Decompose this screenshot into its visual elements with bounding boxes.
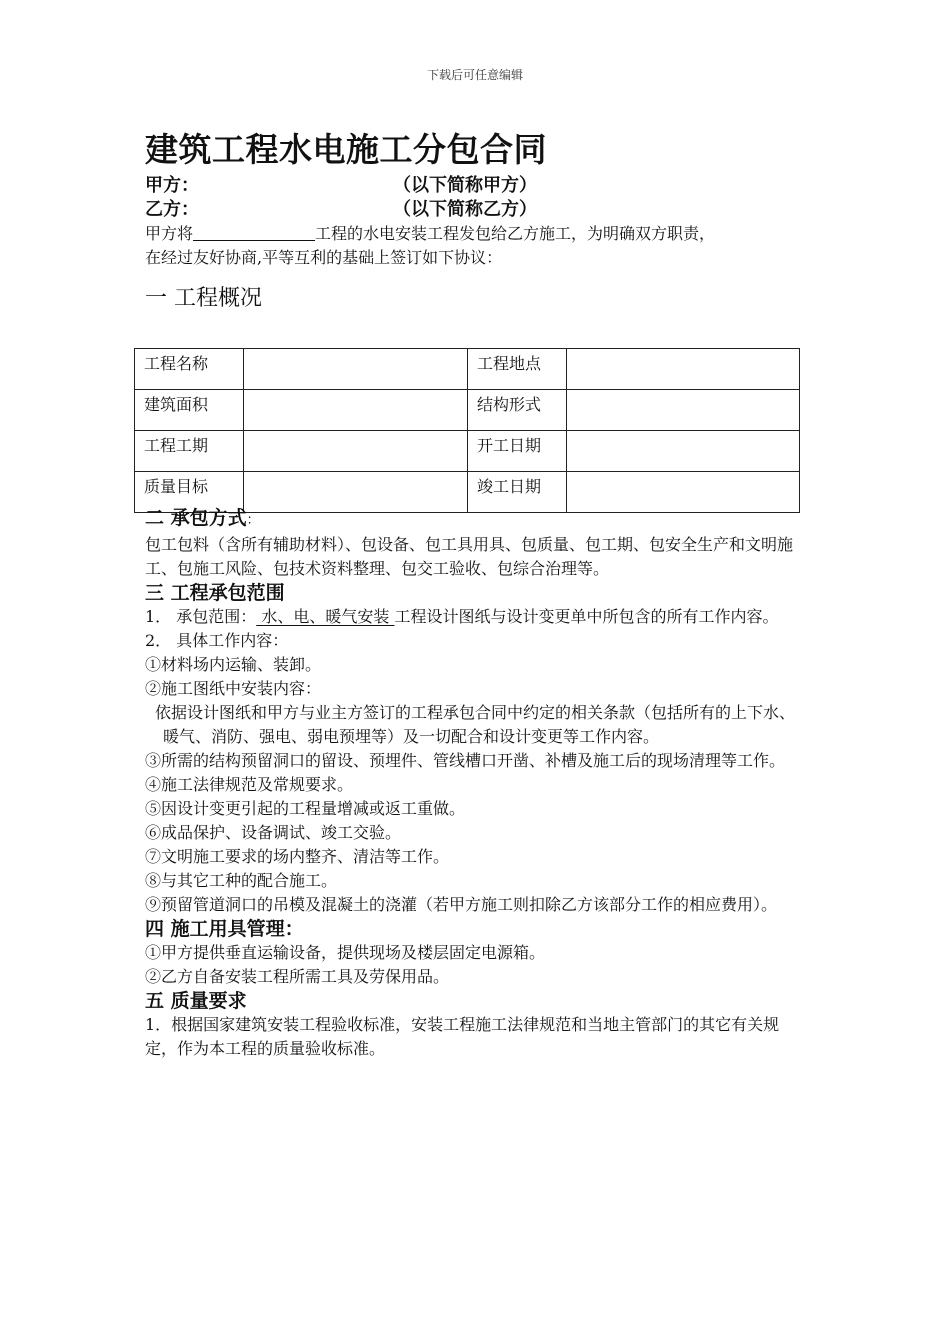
party-a-line (145, 174, 807, 198)
sections-body (145, 506, 807, 1061)
project-info-table (134, 348, 800, 513)
section3-sub5: ⑤因设计变更引起的工程量增减或返工重做。 (145, 799, 466, 818)
table-key: 建筑面积 (135, 390, 244, 431)
table-key: 结构形式 (468, 390, 567, 431)
table-row (135, 431, 800, 472)
intro-line2: 在经过友好协商,平等互利的基础上签订如下协议： (145, 248, 503, 267)
item1-prefix: 1． 承包范围： (145, 607, 257, 626)
intro-before-blank: 甲方将 (145, 224, 194, 243)
party-b-note: （以下简称乙方） (393, 199, 537, 220)
section3-sub1: ①材料场内运输、装卸。 (145, 655, 322, 674)
section3-title: 三 工程承包范围 (145, 582, 285, 604)
party-a-label: 甲方： (145, 175, 199, 196)
section3-sub7: ⑦文明施工要求的场内整齐、清洁等工作。 (145, 847, 450, 866)
table-row (135, 390, 800, 431)
document-title: 建筑工程水电施工分包合同 (145, 130, 547, 169)
header-note: 下载后可任意编辑 (426, 68, 523, 82)
table-key: 工程名称 (135, 349, 244, 390)
party-b-line (145, 198, 807, 222)
table-key: 开工日期 (468, 431, 567, 472)
project-name-blank[interactable] (193, 224, 315, 241)
table-key: 质量目标 (135, 472, 244, 513)
table-value (244, 431, 468, 472)
contract-page (144, 128, 807, 1058)
section3-item1 (145, 605, 807, 629)
section3-sub2-detail: 依据设计图纸和甲方与业主方签订的工程承包合同中约定的相关条款（包括所有的上下水、暖气、消防、强电、弱电预埋等）及一切配合和设计变更等工作内容。 (155, 703, 796, 746)
table-key: 工程地点 (468, 349, 567, 390)
scope-fill: 水、电、暖气安装 (256, 607, 395, 626)
section3-sub2: ②施工图纸中安装内容： (145, 679, 322, 698)
table-key: 竣工日期 (468, 472, 567, 513)
table-row (135, 349, 800, 390)
section5-item1: 1．根据国家建筑安装工程验收标准，安装工程施工法律规范和当地主管部门的其它有关规定，作为本工程的质量验收标准。 (145, 1015, 780, 1058)
table-key: 工程工期 (135, 431, 244, 472)
table-value (567, 390, 800, 431)
intro-after-blank: 工程的水电安装工程发包给乙方施工，为明确双方职责， (315, 224, 716, 243)
section2-title-text: 二 承包方式 (145, 507, 247, 529)
table-value (567, 349, 800, 390)
section2-text: 包工包料（含所有辅助材料）、包设备、包工具用具、包质量、包工期、包安全生产和文明施工、包施工风险、包技术资料整理、包交工验收、包综合治理等。 (145, 535, 794, 578)
section2-title (145, 506, 807, 533)
item1-rest: 工程设计图纸与设计变更单中所包含的所有工作内容。 (394, 607, 779, 626)
table-value (244, 390, 468, 431)
intro-paragraph (145, 222, 807, 270)
section1-title: 一 工程概况 (145, 286, 262, 311)
party-b-label: 乙方： (145, 199, 199, 220)
section2-colon: ： (246, 513, 260, 528)
section3-item2: 2． 具体工作内容： (145, 631, 289, 650)
section3-sub8: ⑧与其它工种的配合施工。 (145, 871, 338, 890)
table-value (244, 349, 468, 390)
section5-title: 五 质量要求 (145, 990, 247, 1012)
section4-item2: ②乙方自备安装工程所需工具及劳保用品。 (145, 967, 450, 986)
table-value (567, 431, 800, 472)
section3-sub4: ④施工法律规范及常规要求。 (145, 775, 354, 794)
section4-item1: ①甲方提供垂直运输设备，提供现场及楼层固定电源箱。 (145, 943, 546, 962)
section3-sub3: ③所需的结构预留洞口的留设、预埋件、管线槽口开凿、补槽及施工后的现场清理等工作。 (145, 751, 786, 770)
section3-sub6: ⑥成品保护、设备调试、竣工交验。 (145, 823, 402, 842)
section3-sub9: ⑨预留管道洞口的吊模及混凝土的浇灌（若甲方施工则扣除乙方该部分工作的相应费用）。 (145, 895, 778, 914)
section4-title: 四 施工用具管理： (145, 918, 304, 940)
party-a-note: （以下简称甲方） (393, 175, 537, 196)
